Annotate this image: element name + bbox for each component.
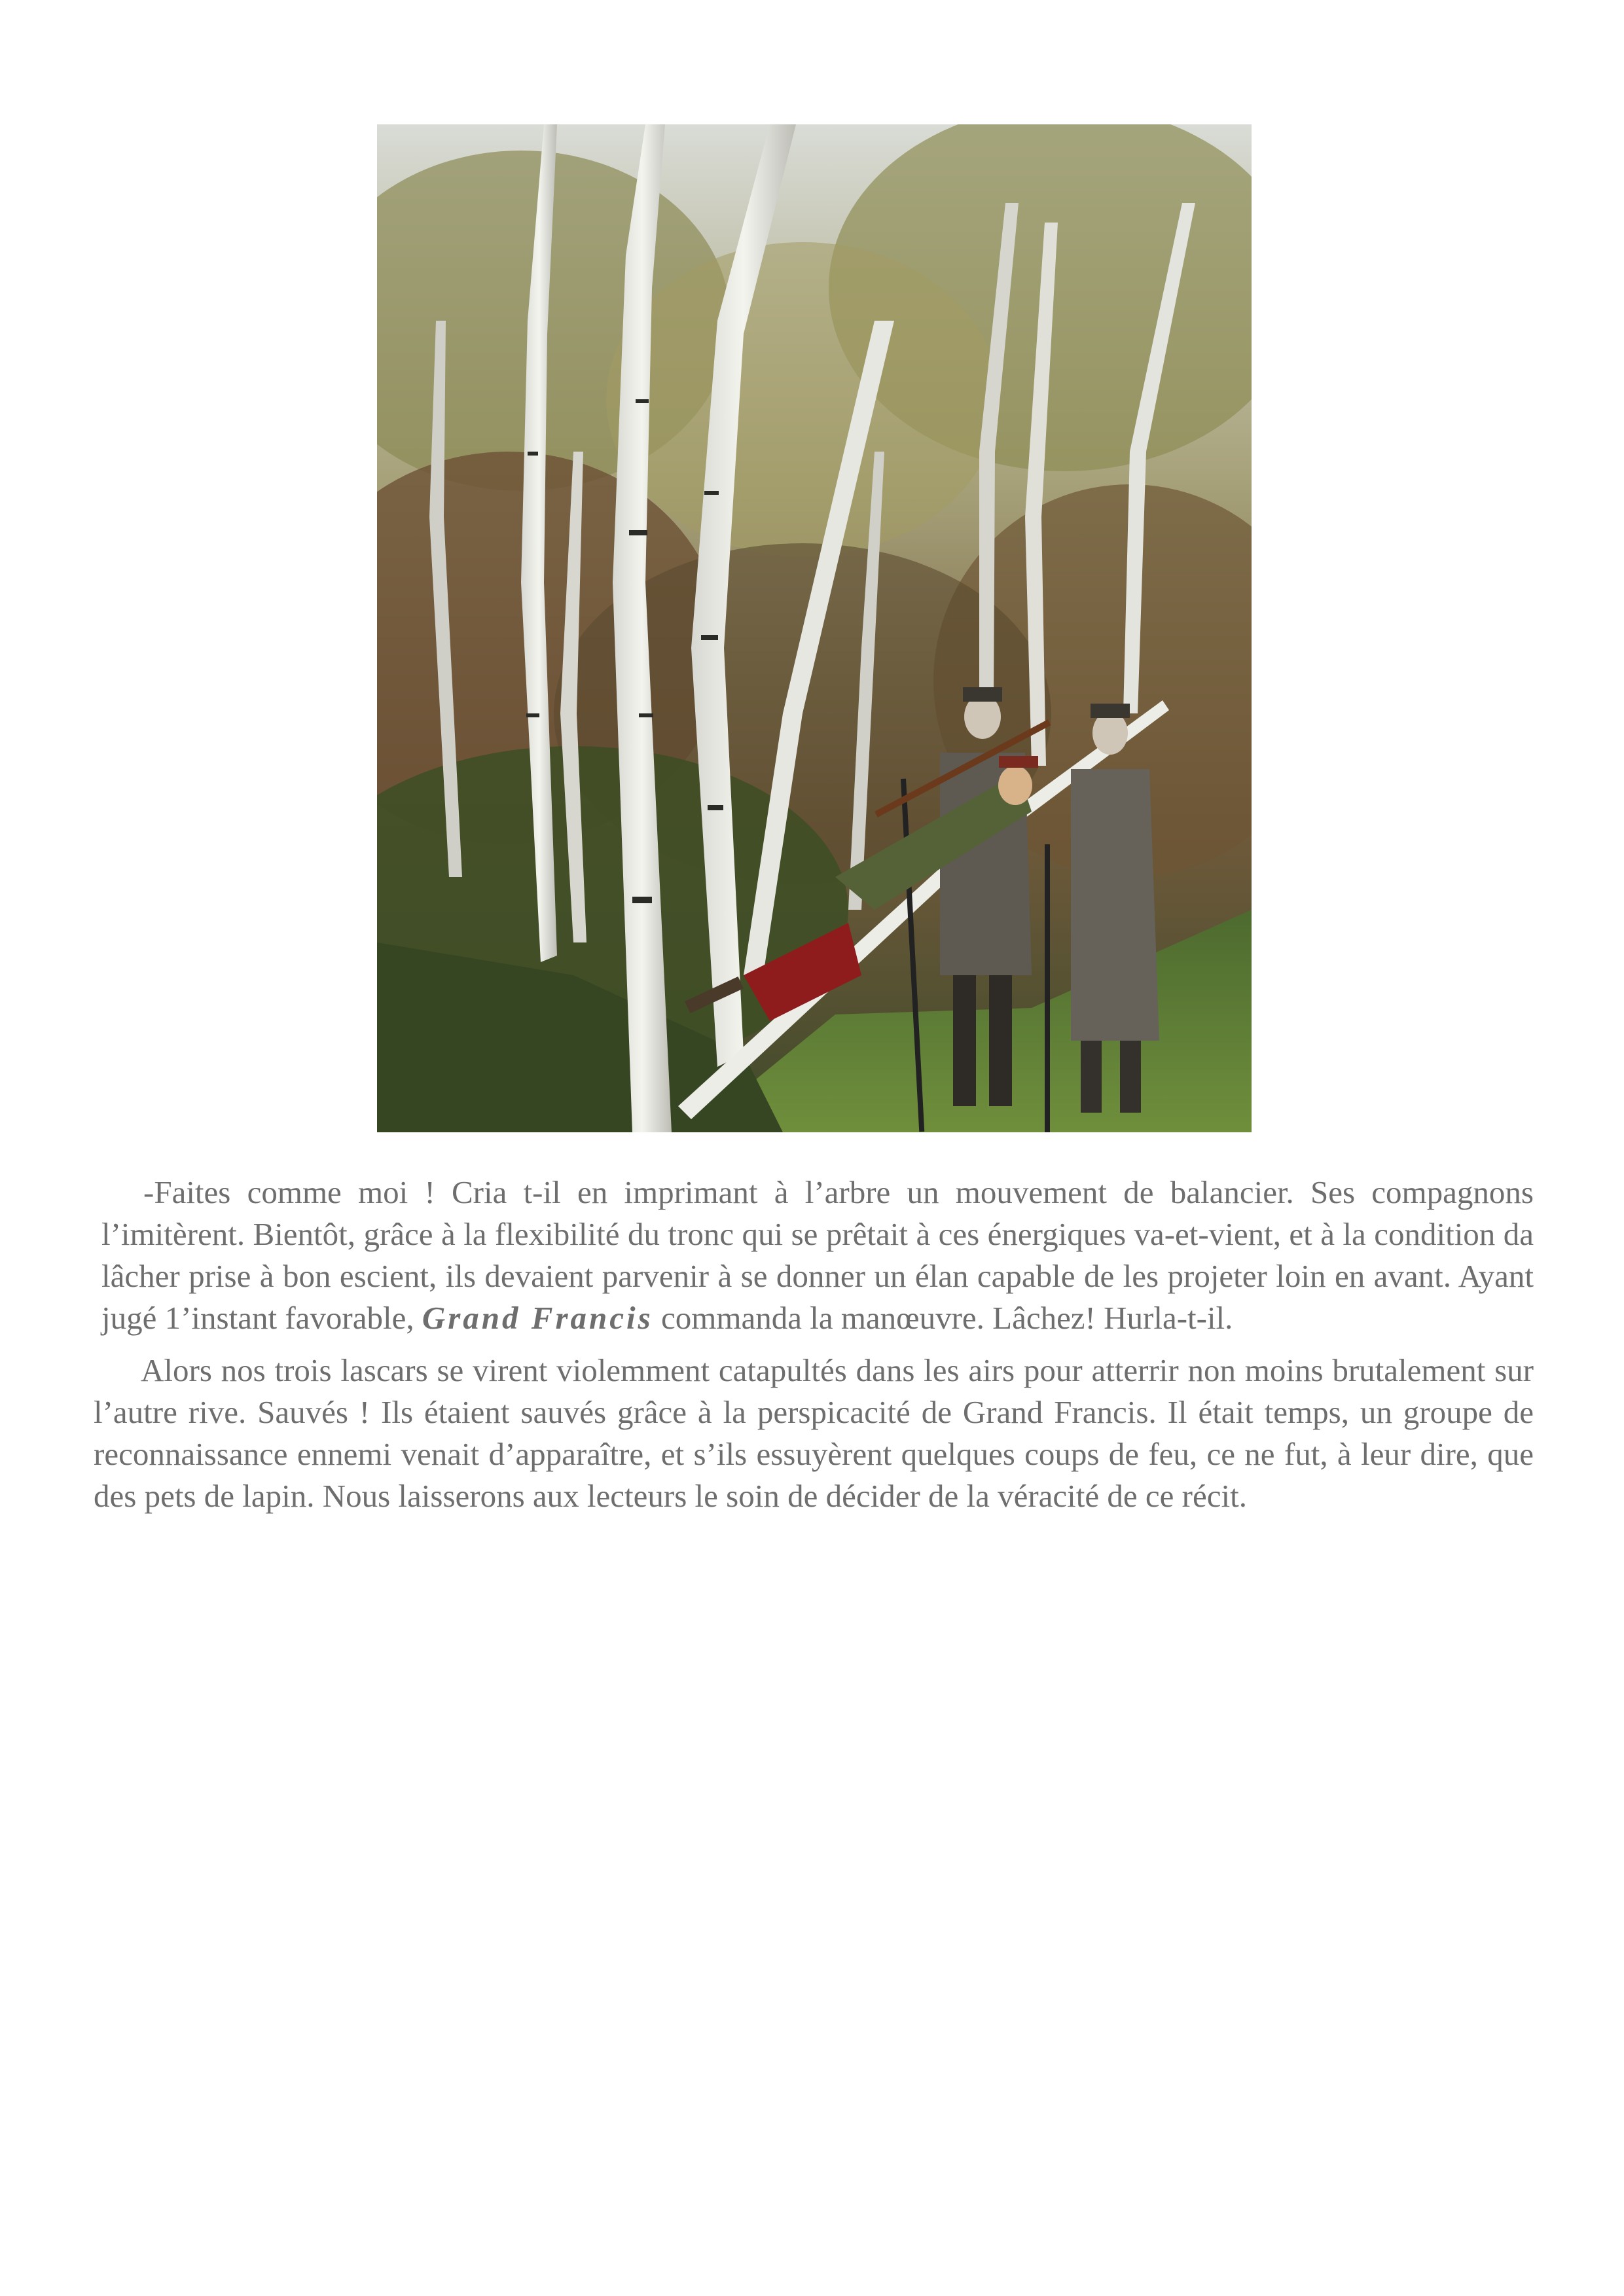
forest-photo-illustration: [377, 124, 1252, 1132]
story-text: [94, 1172, 1534, 1517]
paragraph-1: [94, 1172, 1534, 1339]
forest-photo-image: [377, 124, 1252, 1132]
paragraph-1-text-start: -Faites comme moi ! Cria t-il en imprimant à l’arbre un mouvement de balancier. Ses compagnons l’imitèrent. Bientôt, grâce à la flexibilité du tronc qui se prêtait à ces énergiques va-et-vient, et à la condition da lâcher prise à bon escient, ils devaient parvenir à se donner un élan capable de les projeter loin en avant. Ayant jugé 1’instant favorable,: [101, 1174, 1534, 1336]
paragraph-2: Alors nos trois lascars se virent violemment catapultés dans les airs pour atterrir non moins brutalement sur l’autre rive. Sauvés ! Ils étaient sauvés grâce à la perspicacité de Grand Francis. Il était temps, un groupe de reconnaissance ennemi venait d’apparaître, et s’ils essuyèrent quelques coups de feu, ce ne fut, à leur dire, que des pets de lapin. Nous laisserons aux lecteurs le soin de décider de la véracité de ce récit.: [94, 1352, 1534, 1514]
character-name-emphasis: Grand Francis: [422, 1300, 653, 1336]
paragraph-1-text-end: commanda la manœuvre. Lâchez! Hurla-t-il.: [653, 1300, 1233, 1336]
